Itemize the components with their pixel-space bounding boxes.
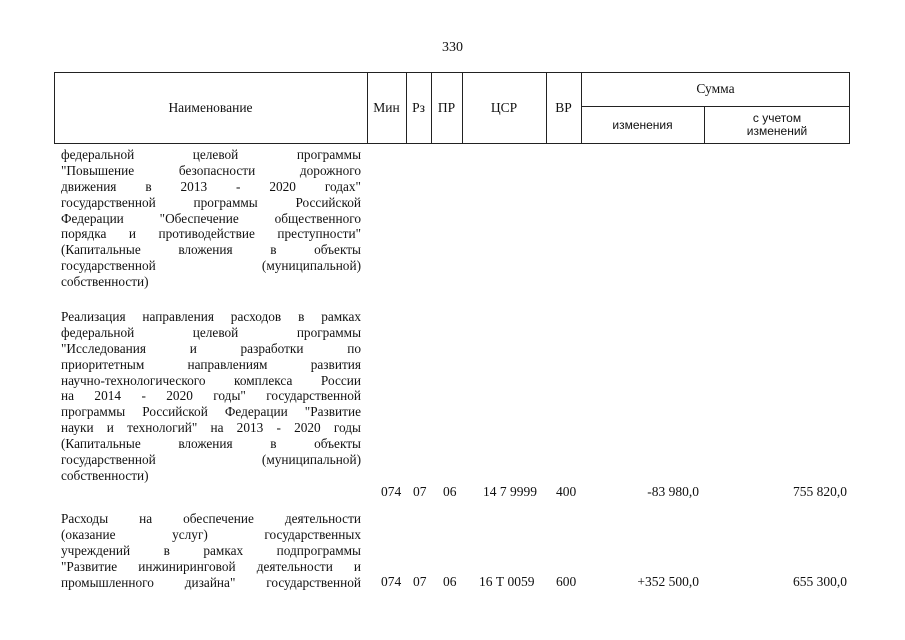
row-2-line: Расходы на обеспечение деятельности bbox=[61, 511, 361, 526]
row-0-line: порядка и противодействие преступности" bbox=[61, 226, 361, 242]
row-0-line: (Капитальные вложения в объекты bbox=[61, 242, 361, 258]
row-1-pr: 06 bbox=[443, 484, 457, 499]
row-1-line: на 2014 - 2020 годы" государственной bbox=[61, 388, 361, 404]
header-with-changes bbox=[704, 106, 850, 144]
row-1-line: федеральной целевой программы bbox=[61, 324, 361, 340]
row-2-line: "Развитие инжиниринговой деятельности и bbox=[61, 558, 361, 574]
row-1-line: науки и технологий" на 2013 - 2020 годы bbox=[61, 420, 361, 436]
header-pr: ПР bbox=[437, 100, 456, 115]
page-number: 330 bbox=[442, 40, 463, 55]
row-0-line: Федерации "Обеспечение общественного bbox=[61, 210, 361, 226]
header-rz: Рз bbox=[412, 100, 425, 115]
row-1-vr: 400 bbox=[556, 484, 577, 499]
row-1-min: 074 bbox=[381, 484, 402, 499]
row-1-description bbox=[61, 309, 361, 484]
row-1-line: "Исследования и разработки по bbox=[61, 340, 361, 356]
row-0-line: государственной программы Российской bbox=[61, 194, 361, 210]
row-1-line: государственной (муниципальной) bbox=[61, 452, 361, 468]
header-summa: Сумма bbox=[696, 81, 735, 96]
row-2-csr: 16 Т 0059 bbox=[479, 574, 535, 589]
row-0-line: собственности) bbox=[61, 274, 149, 290]
row-1-csr: 14 7 9999 bbox=[483, 484, 537, 499]
header-name: Наименование bbox=[168, 100, 253, 115]
row-1-line: научно-технологического комплекса России bbox=[61, 372, 361, 388]
row-2-change: +352 500,0 bbox=[637, 574, 699, 589]
header-vr: ВР bbox=[555, 100, 572, 115]
row-2-total: 655 300,0 bbox=[793, 574, 847, 589]
row-0-line: движения в 2013 - 2020 годах" bbox=[61, 178, 361, 194]
header-with-changes-line2: изменений bbox=[746, 124, 808, 138]
row-2-pr: 06 bbox=[443, 574, 457, 589]
row-1-line: Реализация направления расходов в рамках bbox=[61, 309, 361, 324]
row-1-line: программы Российской Федерации "Развитие bbox=[61, 404, 361, 420]
row-1-line: приоритетным направлениям развития bbox=[61, 356, 361, 372]
row-2-min: 074 bbox=[381, 574, 402, 589]
row-0-line: государственной (муниципальной) bbox=[61, 258, 361, 274]
row-2-rz: 07 bbox=[413, 574, 427, 589]
header-with-changes-line1: с учетом bbox=[752, 111, 802, 125]
row-1-total: 755 820,0 bbox=[793, 484, 847, 499]
row-2-line: учреждений в рамках подпрограммы bbox=[61, 542, 361, 558]
row-2-line: промышленного дизайна" государственной bbox=[61, 574, 361, 590]
row-1-change: -83 980,0 bbox=[647, 484, 699, 499]
row-2-line: (оказание услуг) государственных bbox=[61, 526, 361, 542]
row-0-description bbox=[61, 147, 361, 290]
header-change: изменения bbox=[612, 117, 673, 132]
header-csr: ЦСР bbox=[490, 100, 518, 115]
table-header bbox=[54, 72, 850, 144]
row-0-line: "Повышение безопасности дорожного bbox=[61, 162, 361, 178]
row-2-description bbox=[61, 511, 361, 590]
row-1-rz: 07 bbox=[413, 484, 427, 499]
row-1-line: собственности) bbox=[61, 467, 149, 483]
header-min: Мин bbox=[373, 100, 400, 115]
row-2-vr: 600 bbox=[556, 574, 577, 589]
row-1-line: (Капитальные вложения в объекты bbox=[61, 436, 361, 452]
row-0-line: федеральной целевой программы bbox=[61, 147, 361, 162]
